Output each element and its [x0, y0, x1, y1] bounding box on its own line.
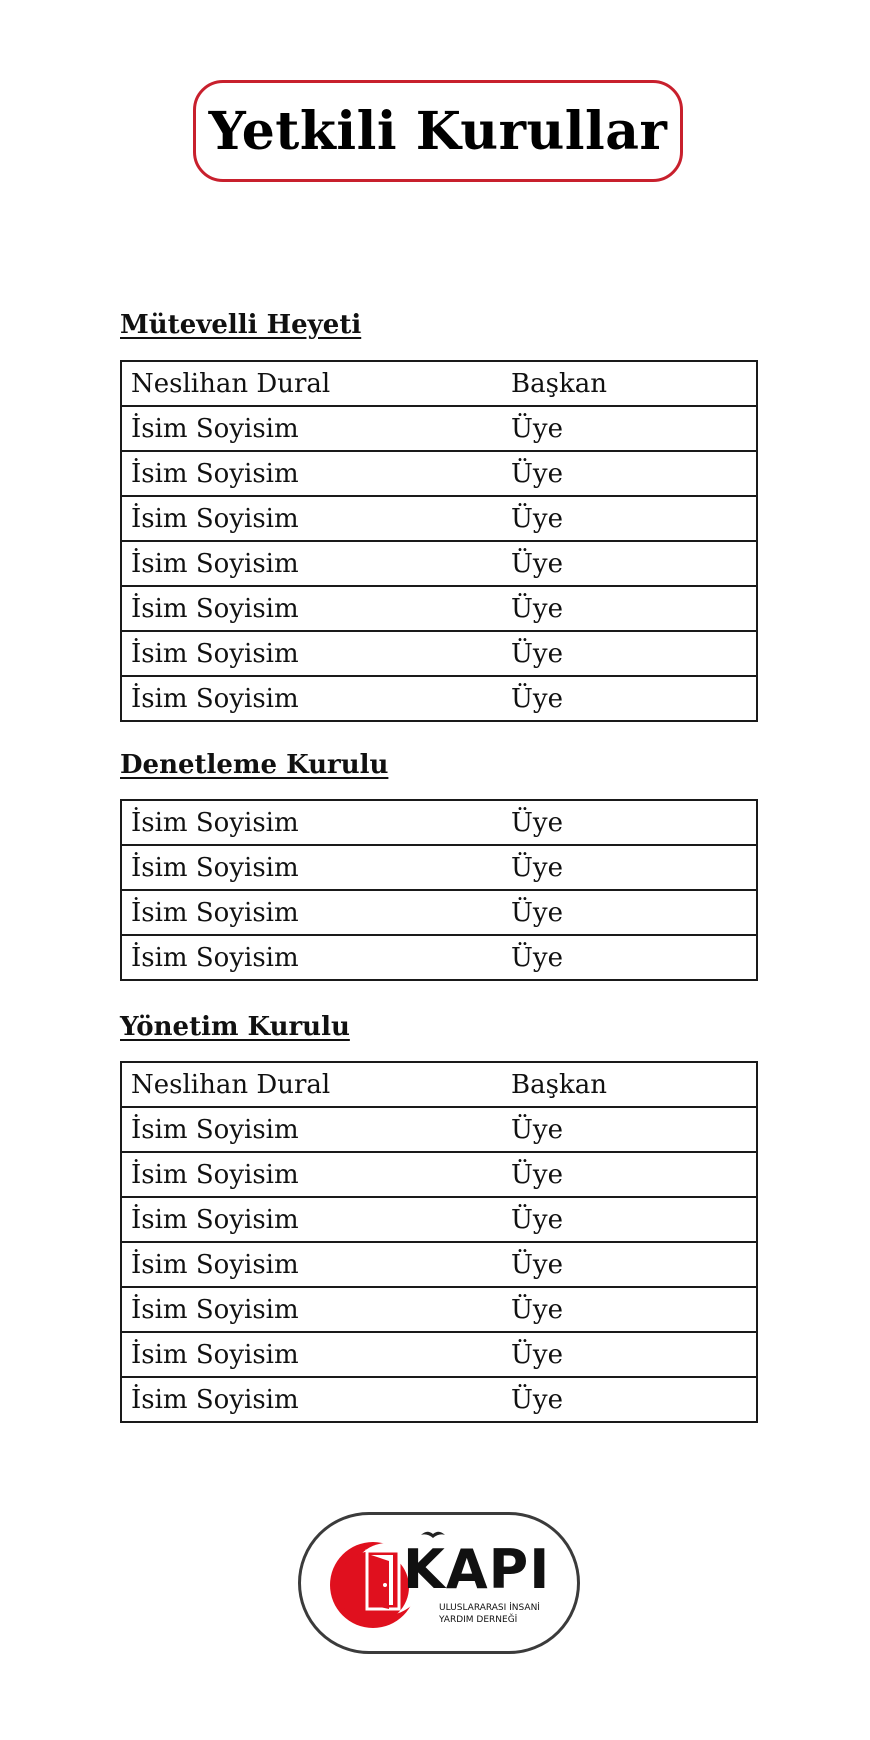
kapi-logo: [298, 1512, 580, 1654]
table-row: [121, 361, 757, 406]
table-row: [121, 676, 757, 721]
member-role: Üye: [503, 1107, 757, 1152]
table-row: [121, 1332, 757, 1377]
members-table-denetleme: [120, 799, 758, 981]
table-row: [121, 1287, 757, 1332]
member-name: İsim Soyisim: [121, 800, 503, 845]
table-row: [121, 1062, 757, 1107]
logo-tagline-2: YARDIM DERNEĞİ: [439, 1615, 518, 1625]
member-name: İsim Soyisim: [121, 1152, 503, 1197]
member-name: İsim Soyisim: [121, 845, 503, 890]
member-name: İsim Soyisim: [121, 631, 503, 676]
member-name: Neslihan Dural: [121, 361, 503, 406]
member-role: Üye: [503, 1377, 757, 1422]
member-name: İsim Soyisim: [121, 676, 503, 721]
member-name: İsim Soyisim: [121, 935, 503, 980]
member-role: Başkan: [503, 361, 757, 406]
logo-tagline-1: ULUSLARARASI İNSANİ: [439, 1603, 540, 1613]
table-row: [121, 1152, 757, 1197]
section-heading-mutevelli: Mütevelli Heyeti: [120, 310, 362, 340]
member-name: İsim Soyisim: [121, 451, 503, 496]
logo-wordmark: KAPI: [403, 1538, 551, 1601]
table-row: [121, 406, 757, 451]
table-row: [121, 800, 757, 845]
member-name: İsim Soyisim: [121, 496, 503, 541]
member-role: Üye: [503, 1287, 757, 1332]
member-name: İsim Soyisim: [121, 1197, 503, 1242]
member-name: İsim Soyisim: [121, 1107, 503, 1152]
page-title: Yetkili Kurullar: [208, 100, 668, 162]
member-name: İsim Soyisim: [121, 541, 503, 586]
table-row: [121, 631, 757, 676]
member-role: Üye: [503, 631, 757, 676]
table-row: [121, 845, 757, 890]
member-role: Başkan: [503, 1062, 757, 1107]
member-role: Üye: [503, 406, 757, 451]
section-heading-denetleme: Denetleme Kurulu: [120, 750, 389, 780]
table-row: [121, 1197, 757, 1242]
table-row: [121, 935, 757, 980]
table-row: [121, 541, 757, 586]
member-name: İsim Soyisim: [121, 890, 503, 935]
member-role: Üye: [503, 1197, 757, 1242]
member-role: Üye: [503, 800, 757, 845]
member-name: İsim Soyisim: [121, 1377, 503, 1422]
member-name: İsim Soyisim: [121, 406, 503, 451]
member-name: Neslihan Dural: [121, 1062, 503, 1107]
member-role: Üye: [503, 451, 757, 496]
section-heading-yonetim: Yönetim Kurulu: [120, 1012, 350, 1042]
member-name: İsim Soyisim: [121, 1287, 503, 1332]
members-table-yonetim: [120, 1061, 758, 1423]
member-role: Üye: [503, 1332, 757, 1377]
table-row: [121, 890, 757, 935]
table-row: [121, 1377, 757, 1422]
member-role: Üye: [503, 935, 757, 980]
table-row: [121, 496, 757, 541]
member-role: Üye: [503, 541, 757, 586]
table-row: [121, 586, 757, 631]
table-row: [121, 1242, 757, 1287]
member-role: Üye: [503, 890, 757, 935]
member-name: İsim Soyisim: [121, 1242, 503, 1287]
table-row: [121, 451, 757, 496]
table-row: [121, 1107, 757, 1152]
member-role: Üye: [503, 496, 757, 541]
page-title-frame: [193, 80, 683, 182]
member-role: Üye: [503, 1152, 757, 1197]
member-role: Üye: [503, 676, 757, 721]
members-table-mutevelli: [120, 360, 758, 722]
member-name: İsim Soyisim: [121, 586, 503, 631]
member-role: Üye: [503, 1242, 757, 1287]
member-name: İsim Soyisim: [121, 1332, 503, 1377]
member-role: Üye: [503, 586, 757, 631]
member-role: Üye: [503, 845, 757, 890]
